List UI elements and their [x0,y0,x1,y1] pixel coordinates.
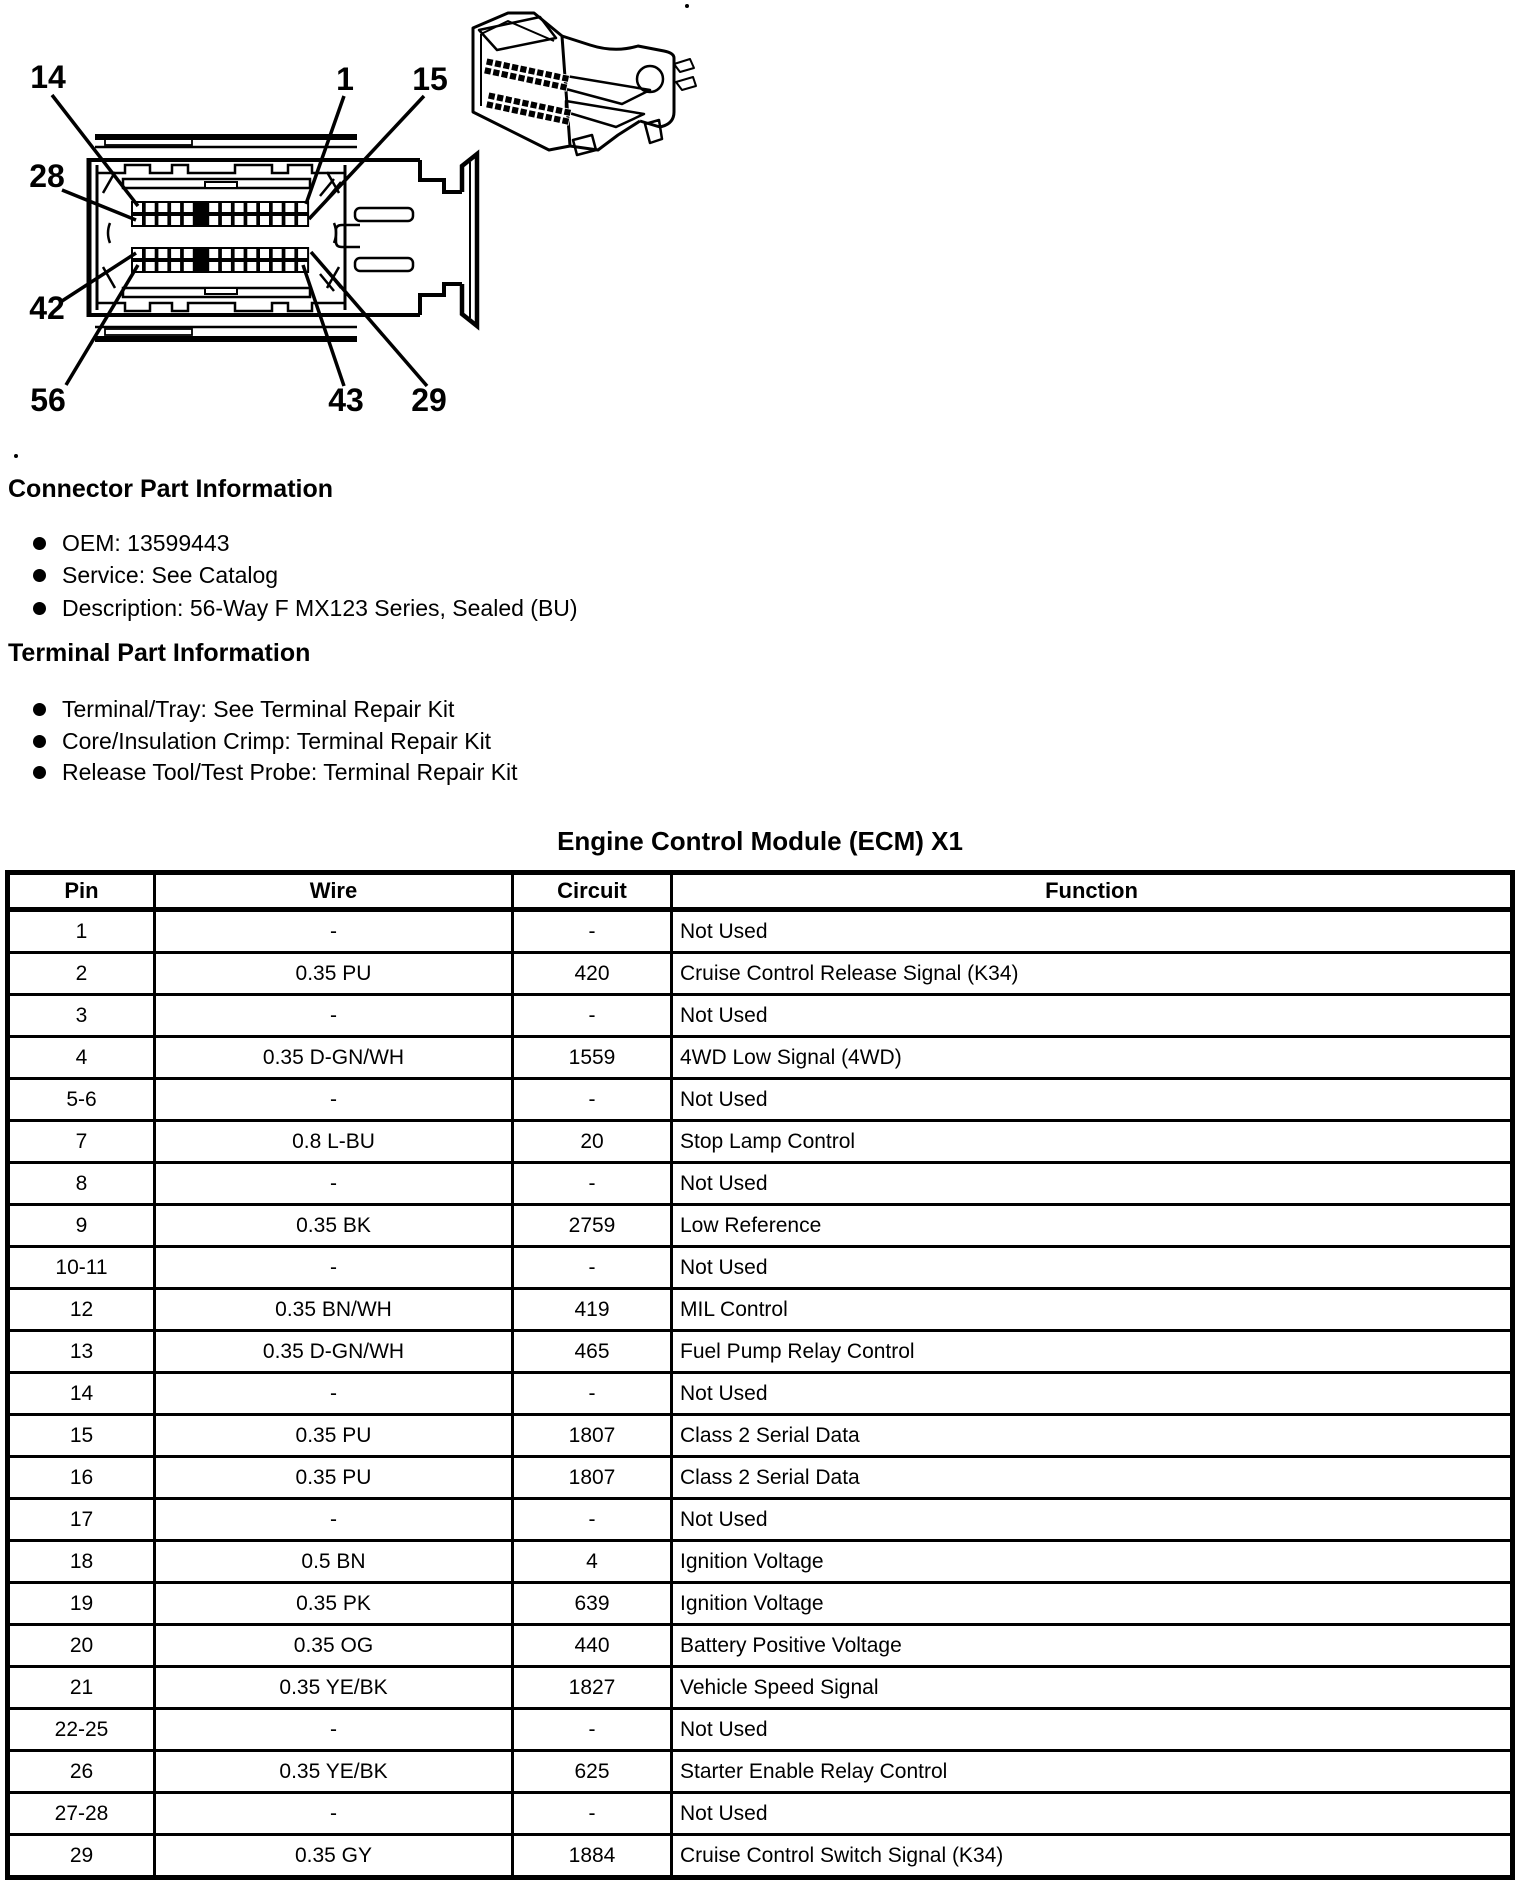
terminal-cavity [502,62,510,70]
cell-wire: - [155,1709,513,1751]
cell-wire: 0.35 D-GN/WH [155,1037,513,1079]
terminal-cavity [208,248,219,259]
cell-pin: 17 [8,1499,155,1541]
terminal-cavity [297,248,308,259]
cell-function: Not Used [672,1373,1513,1415]
terminal-cavity [157,215,168,226]
terminal-cavity [534,78,542,86]
cell-pin: 26 [8,1751,155,1793]
terminal-cavity [546,105,554,113]
terminal-cavity [170,248,181,259]
terminal-cavity [484,67,492,75]
cell-wire: - [155,910,513,953]
pin-label-56: 56 [30,382,66,418]
terminal-cavity [196,215,207,226]
cell-pin: 14 [8,1373,155,1415]
pin-label-28: 28 [29,158,65,194]
leader-line-42 [62,253,136,301]
pin-label-1: 1 [336,61,354,97]
table-title: Engine Control Module (ECM) X1 [557,826,963,856]
terminal-cavity [496,94,504,102]
column-header-circuit: Circuit [513,873,672,910]
cell-wire: - [155,1793,513,1835]
cell-circuit: 20 [513,1121,672,1163]
cell-pin: 15 [8,1415,155,1457]
cell-pin: 1 [8,910,155,953]
table-row [8,1541,1513,1583]
terminal-cavity [208,261,219,272]
cell-function: Cruise Control Release Signal (K34) [672,953,1513,995]
list-item [0,728,491,755]
terminal-cavity [504,96,512,104]
list-item-text: Service: See Catalog [62,562,279,588]
cell-wire: 0.35 PU [155,1457,513,1499]
cell-wire: 0.35 GY [155,1835,513,1878]
bullet-icon [33,602,46,615]
table-row [8,1583,1513,1625]
pin-label-29: 29 [411,382,447,418]
table-row [8,953,1513,995]
cell-circuit: 440 [513,1625,672,1667]
terminal-cavity [509,72,517,80]
cell-circuit: 1827 [513,1667,672,1709]
cell-pin: 29 [8,1835,155,1878]
cell-function: Not Used [672,1079,1513,1121]
cell-wire: - [155,1373,513,1415]
leader-line-28 [62,190,136,220]
cell-wire: 0.35 BK [155,1205,513,1247]
list-item [0,595,578,622]
pinout-table-body [8,910,1513,1878]
terminal-cavity [259,248,270,259]
terminal-cavity [221,202,232,213]
pinout-table [5,870,1515,1880]
cell-circuit: - [513,1709,672,1751]
terminal-cavity [157,202,168,213]
connector-face-view [89,137,477,339]
terminal-cavity [528,67,536,75]
cell-function: Battery Positive Voltage [672,1625,1513,1667]
cell-pin: 12 [8,1289,155,1331]
table-row [8,1667,1513,1709]
table-row [8,1121,1513,1163]
table-row [8,1793,1513,1835]
cell-wire: 0.35 D-GN/WH [155,1331,513,1373]
cell-pin: 16 [8,1457,155,1499]
table-row [8,1037,1513,1079]
terminal-cavity [221,248,232,259]
terminal-cavity [234,202,245,213]
cell-pin: 27-28 [8,1793,155,1835]
terminal-cavity [183,202,194,213]
cell-circuit: 420 [513,953,672,995]
terminal-cavity [538,103,546,111]
terminal-cavity [536,69,544,77]
cell-pin: 4 [8,1037,155,1079]
cell-function: MIL Control [672,1289,1513,1331]
cell-circuit: 639 [513,1583,672,1625]
terminal-cavity [221,215,232,226]
cell-wire: 0.8 L-BU [155,1121,513,1163]
cell-function: Not Used [672,1709,1513,1751]
list-item-text: Terminal/Tray: See Terminal Repair Kit [62,696,455,722]
terminal-cavity [494,103,502,111]
cell-wire: 0.35 PK [155,1583,513,1625]
table-header-row [8,873,1513,910]
cell-circuit: 1884 [513,1835,672,1878]
cell-pin: 7 [8,1121,155,1163]
terminal-cavity [272,248,283,259]
cell-wire: 0.35 PU [155,1415,513,1457]
cell-function: Low Reference [672,1205,1513,1247]
cell-function: Class 2 Serial Data [672,1457,1513,1499]
terminal-cavity [297,215,308,226]
terminal-cavity [170,215,181,226]
terminal-cavity [221,261,232,272]
cell-circuit: - [513,1079,672,1121]
pin-label-14: 14 [30,59,66,95]
bullet-icon [33,703,46,716]
bullet-icon [33,735,46,748]
terminal-cavity [528,110,536,118]
terminal-cavity [492,69,500,77]
cell-wire: - [155,1247,513,1289]
terminal-cavity [246,202,257,213]
cell-circuit: - [513,1793,672,1835]
cell-pin: 5-6 [8,1079,155,1121]
cell-function: Ignition Voltage [672,1541,1513,1583]
terminal-cavity [170,261,181,272]
terminal-cavity [272,202,283,213]
cell-wire: - [155,995,513,1037]
terminal-grid-upper [132,202,308,226]
table-row [8,1415,1513,1457]
terminal-cavity [284,261,295,272]
cell-circuit: 1807 [513,1415,672,1457]
connector-diagram [0,0,1520,465]
terminal-cavity [157,261,168,272]
terminal-cavity [246,261,257,272]
cell-pin: 8 [8,1163,155,1205]
column-header-wire: Wire [155,873,513,910]
cell-function: Vehicle Speed Signal [672,1667,1513,1709]
table-row [8,1247,1513,1289]
terminal-cavity [170,202,181,213]
cell-function: Fuel Pump Relay Control [672,1331,1513,1373]
terminal-cavity [208,202,219,213]
terminal-cavity [234,261,245,272]
cell-circuit: - [513,1163,672,1205]
cell-wire: - [155,1163,513,1205]
table-row [8,910,1513,953]
terminal-cavity [521,99,529,107]
pin-label-42: 42 [29,290,65,326]
terminal-grid-lower [132,248,308,272]
cell-wire: 0.5 BN [155,1541,513,1583]
list-item [0,759,518,786]
cell-pin: 22-25 [8,1709,155,1751]
terminal-cavity [517,74,525,82]
cell-function: Not Used [672,995,1513,1037]
terminal-cavity [259,202,270,213]
leader-line-15 [309,96,424,219]
terminal-cavity [183,248,194,259]
terminal-cavity [555,106,563,114]
cell-wire: 0.35 YE/BK [155,1667,513,1709]
table-row [8,995,1513,1037]
list-item [0,562,278,589]
terminal-cavity [284,202,295,213]
list-item-text: Description: 56-Way F MX123 Series, Sealed (BU) [62,595,578,621]
cell-function: Not Used [672,1163,1513,1205]
terminal-cavity [530,101,538,109]
cell-function: Not Used [672,910,1513,953]
terminal-cavity [183,261,194,272]
terminal-cavity [559,83,567,91]
column-header-pin: Pin [8,873,155,910]
terminal-cavity [561,117,569,125]
stray-dot [685,4,689,8]
terminal-cavity [272,261,283,272]
cell-wire: - [155,1079,513,1121]
cell-circuit: 2759 [513,1205,672,1247]
terminal-cavity [536,112,544,120]
terminal-cavity [145,202,156,213]
terminal-part-info-heading: Terminal Part Information [8,639,311,667]
terminal-cavity [234,248,245,259]
terminal-cavity [502,104,510,112]
terminal-cavity [553,115,561,123]
terminal-cavity [544,71,552,79]
terminal-cavity [183,215,194,226]
terminal-cavity [196,202,207,213]
table-row [8,1835,1513,1878]
cell-circuit: - [513,1373,672,1415]
terminal-cavity [208,215,219,226]
list-item-text: Release Tool/Test Probe: Terminal Repair Kit [62,759,518,785]
terminal-cavity [145,261,156,272]
list-item-text: OEM: 13599443 [62,530,230,556]
terminal-cavity [553,72,561,80]
cell-function: Class 2 Serial Data [672,1415,1513,1457]
cell-function: Stop Lamp Control [672,1121,1513,1163]
terminal-cavity [543,79,551,87]
cell-function: 4WD Low Signal (4WD) [672,1037,1513,1079]
bullet-icon [33,766,46,779]
cell-wire: 0.35 OG [155,1625,513,1667]
terminal-cavity [513,97,521,105]
cell-wire: - [155,1499,513,1541]
cell-wire: 0.35 YE/BK [155,1751,513,1793]
terminal-cavity [561,74,569,82]
table-row [8,1205,1513,1247]
column-header-function: Function [672,873,1513,910]
cell-pin: 3 [8,995,155,1037]
terminal-cavity [196,248,207,259]
cell-circuit: 625 [513,1751,672,1793]
terminal-cavity [284,248,295,259]
terminal-cavity [488,92,496,100]
cell-circuit: 1559 [513,1037,672,1079]
pin-labels [29,59,448,418]
cell-function: Cruise Control Switch Signal (K34) [672,1835,1513,1878]
terminal-cavity [511,106,519,114]
terminal-cavity [246,248,257,259]
terminal-cavity [519,65,527,73]
cell-pin: 10-11 [8,1247,155,1289]
terminal-cavity [284,215,295,226]
table-row [8,1709,1513,1751]
terminal-cavity [486,101,494,109]
cell-circuit: 465 [513,1331,672,1373]
terminal-cavity [486,58,494,66]
list-item-text: Core/Insulation Crimp: Terminal Repair Kit [62,728,492,754]
bullet-icon [33,569,46,582]
terminal-cavity [519,108,527,116]
cell-circuit: 4 [513,1541,672,1583]
terminal-cavity [545,113,553,121]
cell-function: Starter Enable Relay Control [672,1751,1513,1793]
cell-pin: 19 [8,1583,155,1625]
table-row [8,1289,1513,1331]
table-row [8,1373,1513,1415]
cell-circuit: - [513,910,672,953]
terminal-cavity [272,215,283,226]
connector-3d-view [473,13,696,155]
terminal-cavity [494,60,502,68]
cell-pin: 13 [8,1331,155,1373]
list-item [0,696,454,723]
cell-pin: 21 [8,1667,155,1709]
terminal-cavity [511,63,519,71]
terminal-cavity [563,108,571,116]
terminal-band-3d-lower [486,92,572,125]
terminal-cavity [526,76,534,84]
terminal-cavity [196,261,207,272]
cell-pin: 9 [8,1205,155,1247]
terminal-cavity [551,81,559,89]
cell-pin: 20 [8,1625,155,1667]
cell-wire: 0.35 BN/WH [155,1289,513,1331]
terminal-cavity [246,215,257,226]
terminal-cavity [145,215,156,226]
cell-circuit: - [513,1499,672,1541]
terminal-cavity [234,215,245,226]
table-row [8,1499,1513,1541]
cell-circuit: 1807 [513,1457,672,1499]
table-row [8,1163,1513,1205]
cell-circuit: - [513,1247,672,1289]
cell-circuit: - [513,995,672,1037]
bullet-icon [33,537,46,550]
table-row [8,1457,1513,1499]
table-row [8,1331,1513,1373]
cell-wire: 0.35 PU [155,953,513,995]
list-item [0,530,230,557]
cell-pin: 2 [8,953,155,995]
cell-function: Not Used [672,1793,1513,1835]
cell-circuit: 419 [513,1289,672,1331]
terminal-cavity [145,248,156,259]
terminal-cavity [259,261,270,272]
leader-line-56 [66,265,138,385]
table-row [8,1625,1513,1667]
table-row [8,1751,1513,1793]
connector-part-info-heading: Connector Part Information [8,475,334,503]
cell-pin: 18 [8,1541,155,1583]
terminal-cavity [259,215,270,226]
terminal-cavity [500,70,508,78]
cell-function: Ignition Voltage [672,1583,1513,1625]
stray-dot [14,454,18,458]
pin-label-43: 43 [328,382,364,418]
pin-label-15: 15 [412,61,448,97]
cell-function: Not Used [672,1247,1513,1289]
table-row [8,1079,1513,1121]
terminal-band-3d-upper [484,58,570,91]
terminal-cavity [157,248,168,259]
cell-function: Not Used [672,1499,1513,1541]
